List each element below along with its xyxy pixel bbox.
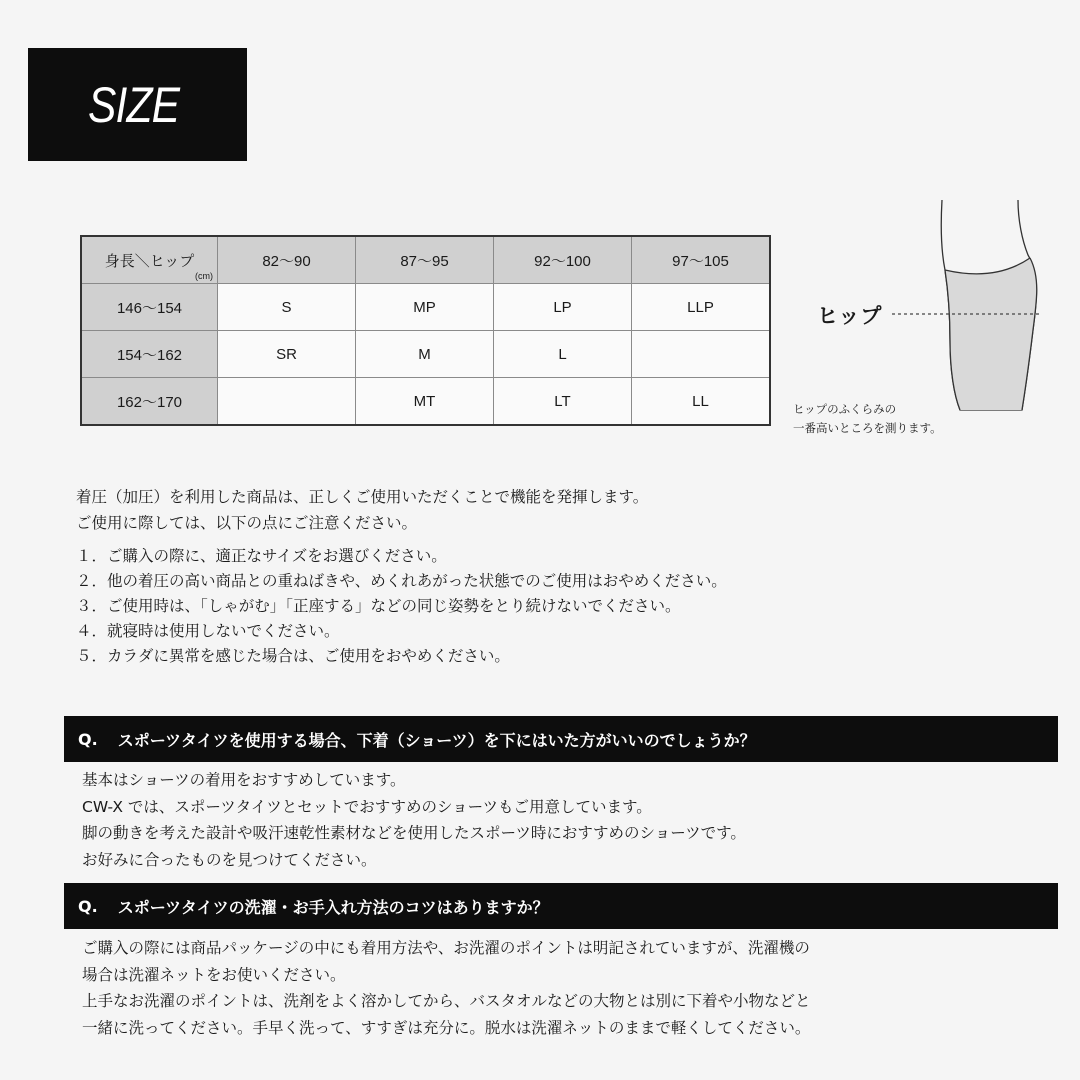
hip-range-header: 92〜100 [494,236,632,284]
hip-range-header: 87〜95 [356,236,494,284]
note-item: ４．就寝時は使用しないでください。 [76,622,340,640]
hip-measurement-note [793,400,942,438]
note-item: ２．他の着圧の高い商品との重ねばきや、めくれあがった状態でのご使用はおやめください。 [76,572,727,590]
size-table [80,235,771,426]
hip-label: ヒップ [817,304,883,328]
faq-question: スポーツタイツの洗濯・お手入れ方法のコツはありますか？ [117,897,549,917]
note-item: ５．カラダに異常を感じた場合は、ご使用をおやめください。 [76,647,510,665]
hip-range-header: 82〜90 [218,236,356,284]
table-row [81,284,770,331]
faq-question-bar [64,716,1058,762]
size-cell: LP [494,284,632,331]
size-cell: LL [632,378,771,426]
table-row [81,378,770,426]
hip-note-line: 一番高いところを測ります。 [793,421,942,435]
size-cell [632,331,771,378]
answer-line: 一緒に洗ってください。手早く洗って、すすぎは充分に。脱水は洗濯ネットのままで軽くしてください。 [82,1018,811,1037]
faq-question: スポーツタイツを使用する場合、下着（ショーツ）を下にはいた方がいいのでしょうか？ [117,730,756,750]
size-cell: MT [356,378,494,426]
size-cell: LLP [632,284,771,331]
answer-line: 脚の動きを考えた設計や吸汗速乾性素材などを使用したスポーツ時におすすめのショーツです。 [82,824,746,842]
height-range-cell: 154〜162 [81,331,218,378]
faq-answer [82,935,811,1041]
answer-line: 基本はショーツの着用をおすすめしています。 [82,771,406,789]
corner-unit: (cm) [195,271,213,281]
notes-intro: 着圧（加圧）を利用した商品は、正しくご使用いただくことで機能を発揮します。 [76,488,649,506]
corner-label: 身長＼ヒップ [104,252,195,270]
q-mark: Q. [78,896,98,916]
tights-fill [945,258,1037,410]
size-title: SIZE [88,76,180,133]
size-cell: SR [218,331,356,378]
hip-range-header: 97〜105 [632,236,771,284]
q-mark: Q. [78,729,98,749]
answer-line: 場合は洗濯ネットをお使いください。 [82,965,346,984]
table-corner-cell [81,236,218,284]
size-cell: LT [494,378,632,426]
size-cell: MP [356,284,494,331]
usage-notes [76,484,727,669]
faq-answer [82,767,746,873]
answer-line: CW-X では、スポーツタイツとセットでおすすめのショーツもご用意しています。 [82,797,652,816]
size-cell: S [218,284,356,331]
answer-line: お好みに合ったものを見つけてください。 [82,850,377,869]
size-cell: L [494,331,632,378]
size-cell: M [356,331,494,378]
hip-note-line: ヒップのふくらみの [793,402,897,416]
faq-question-bar [64,883,1058,929]
size-banner [28,48,247,161]
height-range-cell: 162〜170 [81,378,218,426]
height-range-cell: 146〜154 [81,284,218,331]
notes-intro: ご使用に際しては、以下の点にご注意ください。 [76,514,418,532]
answer-line: 上手なお洗濯のポイントは、洗剤をよく溶かしてから、バスタオルなどの大物とは別に下着や小物などと [82,992,811,1010]
size-cell [218,378,356,426]
answer-line: ご購入の際には商品パッケージの中にも着用方法や、お洗濯のポイントは明記されていますが、洗濯機の [82,939,810,957]
note-item: １．ご購入の際に、適正なサイズをお選びください。 [76,547,447,565]
table-header-row [81,236,770,284]
table-row [81,331,770,378]
note-item: ３．ご使用時は、「しゃがむ」「正座する」などの同じ姿勢をとり続けないでください。 [76,597,681,615]
